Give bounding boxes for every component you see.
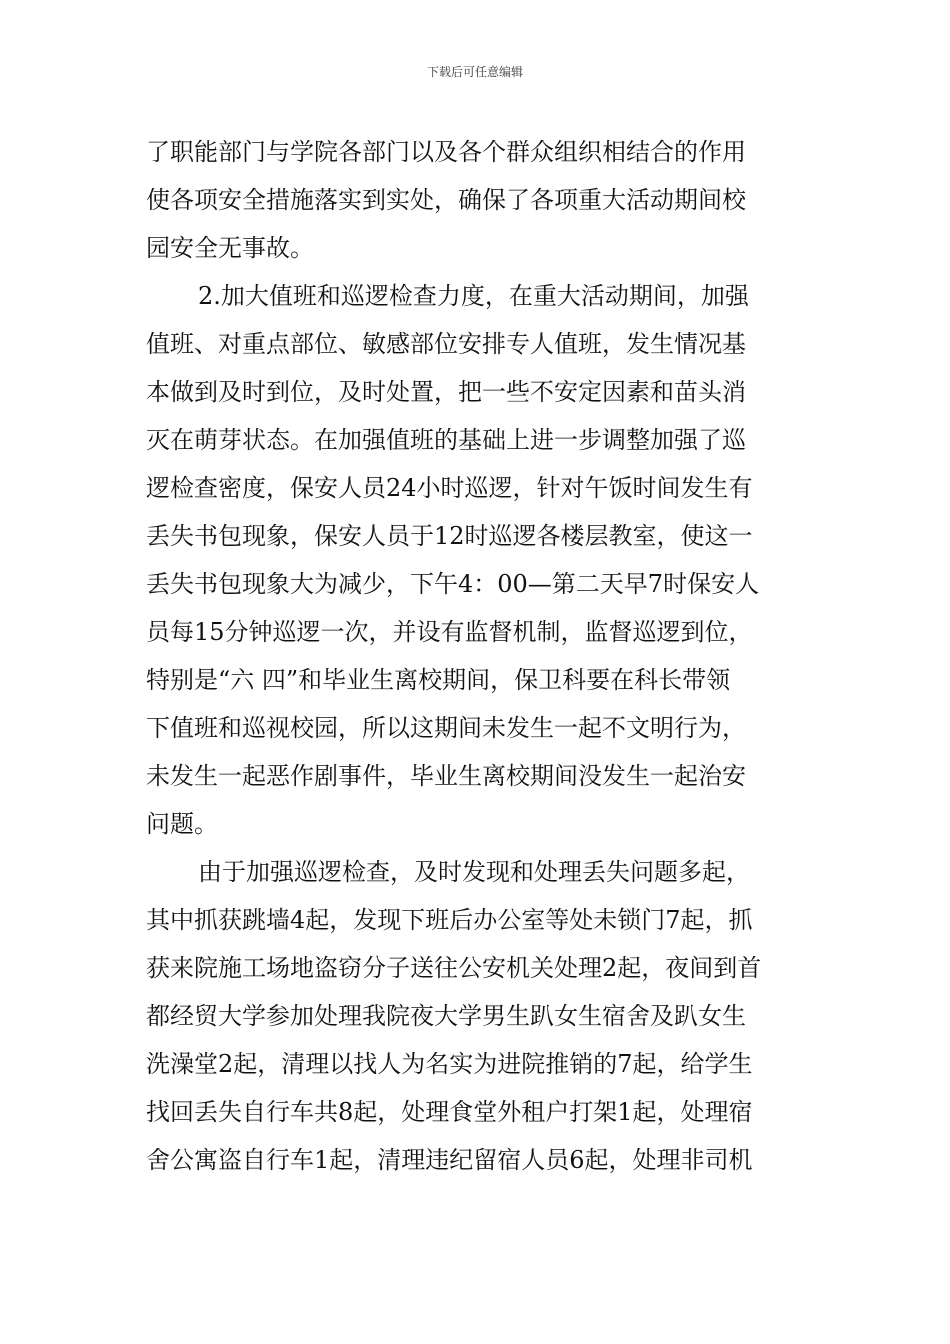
text-line: 问题。 [146, 810, 218, 838]
text-line: 逻检查密度，保安人员24小时巡逻，针对午饭时间发生有 [146, 474, 753, 502]
text-line: 值班、对重点部位、敏感部位安排专人值班，发生情况基 [146, 330, 746, 358]
text-line: 特别是“六 四”和毕业生离校期间，保卫科要在科长带领 [146, 666, 731, 694]
page-header: 下载后可任意编辑 [426, 65, 523, 79]
text-line: 丢失书包现象大为减少，下午4：00—第二天早7时保安人 [146, 570, 760, 598]
text-line: 园安全无事故。 [146, 234, 314, 262]
text-line: 都经贸大学参加处理我院夜大学男生趴女生宿舍及趴女生 [146, 1002, 746, 1030]
text-line: 本做到及时到位，及时处置，把一些不安定因素和苗头消 [146, 378, 746, 406]
text-line: 未发生一起恶作剧事件，毕业生离校期间没发生一起治安 [146, 762, 746, 790]
text-line: 舍公寓盗自行车1起，清理违纪留宿人员6起，处理非司机 [146, 1146, 753, 1174]
text-line: 下值班和巡视校园，所以这期间未发生一起不文明行为， [146, 714, 746, 742]
paragraph-start-line: 由于加强巡逻检查，及时发现和处理丢失问题多起， [198, 858, 750, 886]
text-line: 员每15分钟巡逻一次，并设有监督机制，监督巡逻到位， [146, 618, 753, 646]
text-line: 了职能部门与学院各部门以及各个群众组织相结合的作用 [146, 138, 746, 166]
text-line: 获来院施工场地盗窃分子送往公安机关处理2起，夜间到首 [146, 954, 762, 982]
body-text [146, 128, 808, 1184]
text-line: 丢失书包现象，保安人员于12时巡逻各楼层教室，使这一 [146, 522, 753, 550]
text-line: 找回丢失自行车共8起，处理食堂外租户打架1起，处理宿 [146, 1098, 753, 1126]
paragraph-start-line: 2.加大值班和巡逻检查力度，在重大活动期间，加强 [198, 282, 749, 310]
text-line: 其中抓获跳墙4起，发现下班后办公室等处未锁门7起，抓 [146, 906, 753, 934]
text-line: 使各项安全措施落实到实处，确保了各项重大活动期间校 [146, 186, 746, 214]
text-line: 洗澡堂2起，清理以找人为名实为进院推销的7起，给学生 [146, 1050, 753, 1078]
text-line: 灭在萌芽状态。在加强值班的基础上进一步调整加强了巡 [146, 426, 746, 454]
